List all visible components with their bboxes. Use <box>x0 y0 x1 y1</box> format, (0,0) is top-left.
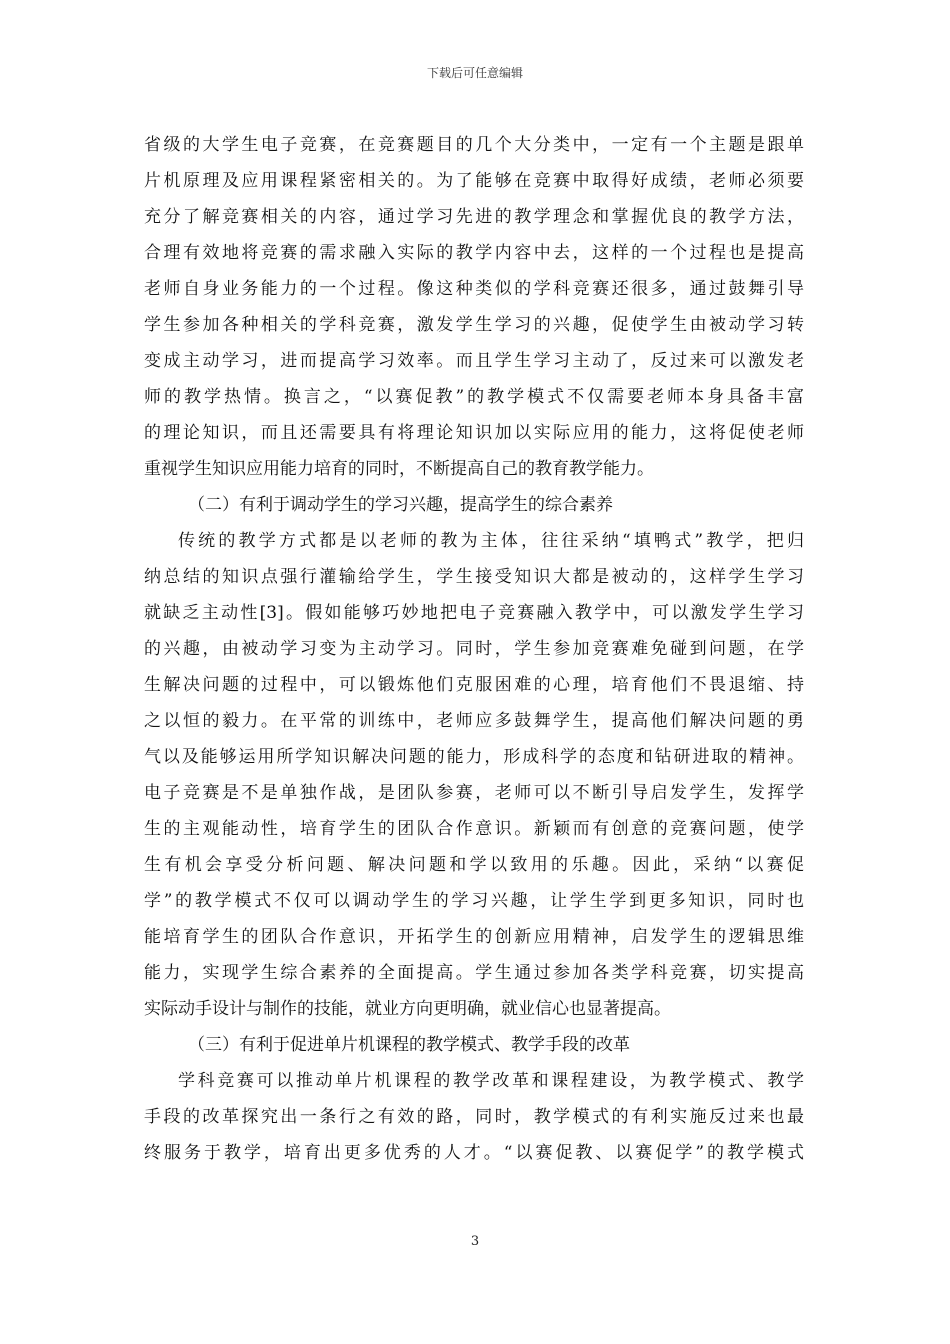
text-line: 生的主观能动性，培育学生的团队合作意识。新颖而有创意的竞赛问题，使学 <box>144 819 804 839</box>
text-line: 合理有效地将竞赛的需求融入实际的教学内容中去，这样的一个过程也是提高 <box>144 243 804 263</box>
text-line: 重视学生知识应用能力培育的同时，不断提高自己的教育教学能力。 <box>144 459 654 479</box>
text-line: 师的教学热情。换言之，“以赛促教”的教学模式不仅需要老师本身具备丰富 <box>144 387 804 407</box>
text-line: 能培育学生的团队合作意识，开拓学生的创新应用精神，启发学生的逻辑思维 <box>144 927 804 947</box>
text-line: 的理论知识，而且还需要具有将理论知识加以实际应用的能力，这将促使老师 <box>144 423 804 443</box>
text-line: 学科竞赛可以推动单片机课程的教学改革和课程建设，为教学模式、教学 <box>178 1071 804 1091</box>
page-number: 3 <box>470 1234 480 1249</box>
text-line: 纳总结的知识点强行灌输给学生，学生接受知识大都是被动的，这样学生学习 <box>144 567 804 587</box>
text-line: 就缺乏主动性[3]。假如能够巧妙地把电子竞赛融入教学中，可以激发学生学习 <box>144 603 804 623</box>
text-line: 生有机会享受分析问题、解决问题和学以致用的乐趣。因此，采纳“以赛促 <box>144 855 804 875</box>
page-header: 下载后可任意编辑 <box>426 66 523 80</box>
body-text <box>144 127 804 1171</box>
text-line: 省级的大学生电子竞赛，在竞赛题目的几个大分类中，一定有一个主题是跟单 <box>144 135 804 155</box>
text-line: 气以及能够运用所学知识解决问题的能力，形成科学的态度和钻研进取的精神。 <box>144 747 804 767</box>
text-line: 之以恒的毅力。在平常的训练中，老师应多鼓舞学生，提高他们解决问题的勇 <box>144 711 804 731</box>
text-line: 变成主动学习，进而提高学习效率。而且学生学习主动了，反过来可以激发老 <box>144 351 804 371</box>
text-line: 学”的教学模式不仅可以调动学生的学习兴趣，让学生学到更多知识，同时也 <box>144 891 804 911</box>
text-line: 学生参加各种相关的学科竞赛，激发学生学习的兴趣，促使学生由被动学习转 <box>144 315 804 335</box>
text-line: 的兴趣，由被动学习变为主动学习。同时，学生参加竞赛难免碰到问题，在学 <box>144 639 804 659</box>
text-line: 生解决问题的过程中，可以锻炼他们克服困难的心理，培育他们不畏退缩、持 <box>144 675 804 695</box>
text-line: 老师自身业务能力的一个过程。像这种类似的学科竞赛还很多，通过鼓舞引导 <box>144 279 804 299</box>
text-line: 实际动手设计与制作的技能，就业方向更明确，就业信心也显著提高。 <box>144 999 671 1019</box>
section-heading: （二）有利于调动学生的学习兴趣，提高学生的综合素养 <box>188 495 613 515</box>
text-line: 电子竞赛是不是单独作战，是团队参赛，老师可以不断引导启发学生，发挥学 <box>144 783 804 803</box>
text-line: 片机原理及应用课程紧密相关的。为了能够在竞赛中取得好成绩，老师必须要 <box>144 171 804 191</box>
text-line: 能力，实现学生综合素养的全面提高。学生通过参加各类学科竞赛，切实提高 <box>144 963 804 983</box>
section-heading: （三）有利于促进单片机课程的教学模式、教学手段的改革 <box>188 1035 630 1055</box>
text-line: 传统的教学方式都是以老师的教为主体，往往采纳“填鸭式”教学，把归 <box>178 531 804 551</box>
text-line: 手段的改革探究出一条行之有效的路，同时，教学模式的有利实施反过来也最 <box>144 1107 804 1127</box>
text-line: 充分了解竞赛相关的内容，通过学习先进的教学理念和掌握优良的教学方法， <box>144 207 804 227</box>
text-line: 终服务于教学，培育出更多优秀的人才。“以赛促教、以赛促学”的教学模式 <box>144 1143 804 1163</box>
